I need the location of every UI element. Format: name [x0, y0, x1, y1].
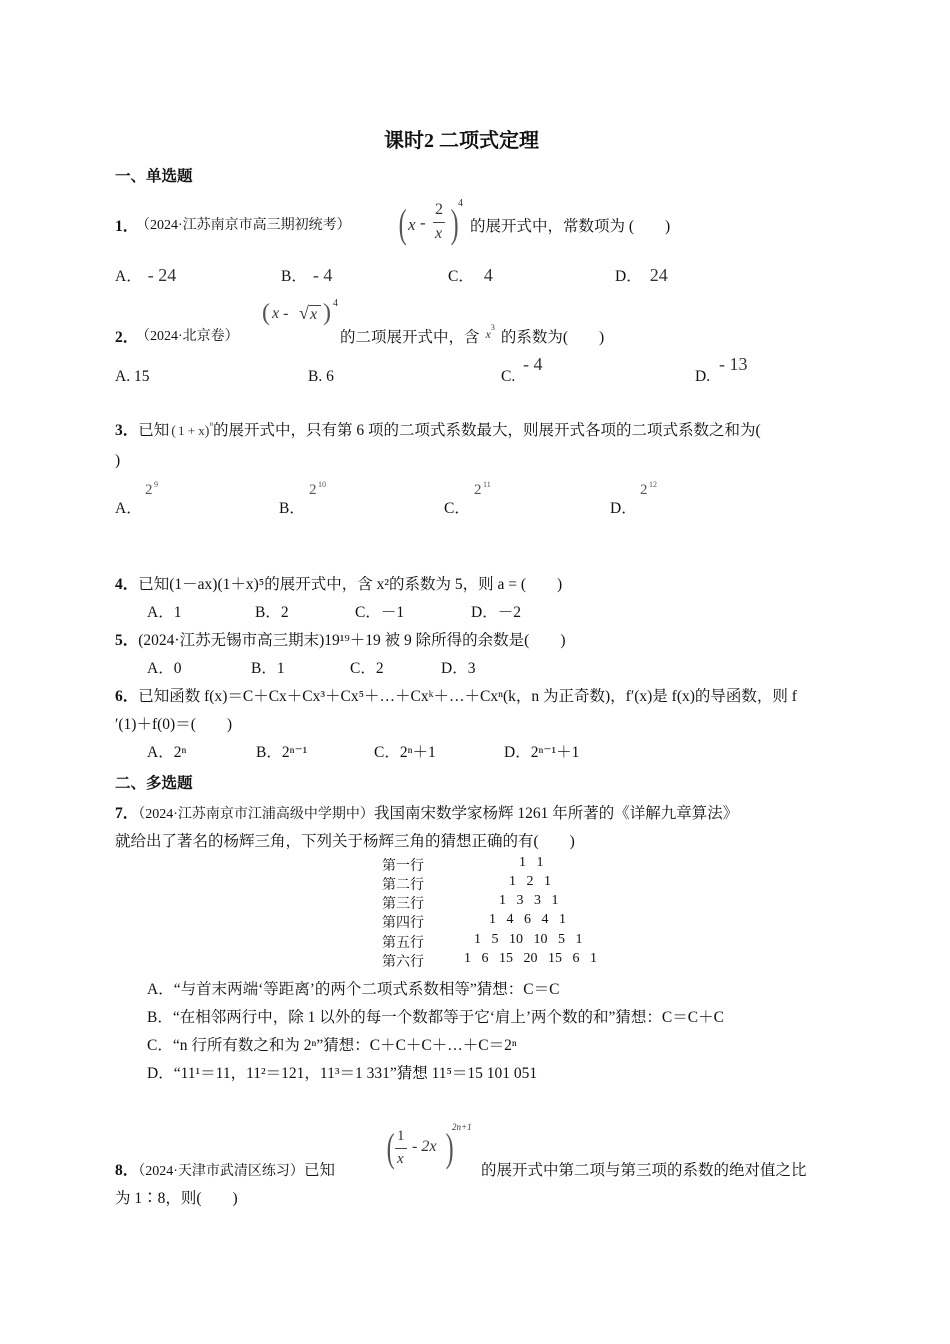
- question-number: 1．: [115, 218, 139, 235]
- section-heading-single: 一、单选题: [115, 168, 193, 185]
- option-d: D．“11¹＝11，11²＝121，11³＝1 331”猜想 11⁵＝15 101 051: [147, 1065, 538, 1082]
- triangle-row-label: 第三行: [382, 897, 424, 912]
- formula-q2: ( x - √ x ) 4: [262, 298, 338, 326]
- section-heading-multi: 二、多选题: [115, 775, 193, 792]
- triangle-row-numbers: 1 3 3 1: [499, 893, 559, 908]
- triangle-row-label: 第五行: [382, 936, 424, 951]
- option-c: C．“n 行所有数之和为 2ⁿ”猜想：C＋C＋C＋…＋C＝2ⁿ: [147, 1037, 517, 1054]
- triangle-row-numbers: 1 6 15 20 15 6 1: [464, 951, 597, 966]
- question-source: （2024·北京卷）: [136, 329, 239, 344]
- option-a: A． 2 9: [115, 480, 158, 517]
- triangle-row-numbers: 1 4 6 4 1: [489, 912, 566, 927]
- option-d: D．2ⁿ⁻¹＋1: [504, 744, 580, 761]
- question-number: 5．: [115, 632, 139, 649]
- option-b: B． - 4: [281, 265, 333, 285]
- option-b: B. 6: [308, 368, 334, 385]
- option-c: C．2: [350, 660, 384, 677]
- question-source: （2024·天津市武清区练习）: [138, 1164, 304, 1179]
- option-b: B．2: [255, 604, 289, 621]
- option-c: C. - 4: [501, 354, 543, 385]
- question-number: 8．: [115, 1162, 139, 1179]
- option-c: C． 2 11: [444, 480, 491, 517]
- option-d: D． 2 12: [610, 480, 657, 517]
- option-a: A．“与首末两端‘等距离’的两个二项式系数相等”猜想：C＝C: [147, 981, 560, 998]
- triangle-row-numbers: 1 1: [519, 855, 544, 870]
- option-b: B．1: [251, 660, 285, 677]
- formula-q1: ( x - 2 x ) 4: [398, 198, 463, 246]
- triangle-row-numbers: 1 5 10 10 5 1: [474, 932, 583, 947]
- option-d: D．3: [441, 660, 476, 677]
- question-source: （2024·江苏南京市江浦高级中学期中）: [138, 807, 374, 822]
- question-source: （2024·江苏南京市高三期初统考）: [136, 218, 351, 233]
- formula-q8: ( 1 x - 2x ) 2n+1: [386, 1122, 472, 1170]
- triangle-row-numbers: 1 2 1: [509, 874, 551, 889]
- question-number: 7．: [115, 805, 139, 822]
- triangle-row-label: 第六行: [382, 955, 424, 970]
- question-number: 3．: [115, 422, 139, 439]
- option-c: C． 4: [448, 265, 493, 285]
- question-number: 2．: [115, 329, 139, 346]
- option-a: A．2ⁿ: [147, 744, 187, 761]
- triangle-row-label: 第一行: [382, 859, 424, 874]
- option-c: C．－1: [355, 604, 405, 621]
- option-d: D．－2: [471, 604, 521, 621]
- option-b: B． 2 10: [279, 480, 326, 517]
- triangle-row-label: 第四行: [382, 916, 424, 931]
- option-d: D. - 13: [695, 354, 748, 385]
- option-d: D． 24: [615, 265, 668, 285]
- option-b: B．2ⁿ⁻¹: [256, 744, 308, 761]
- option-c: C．2ⁿ＋1: [374, 744, 436, 761]
- option-a: A. 15: [115, 368, 150, 385]
- option-b: B．“在相邻两行中，除 1 以外的每一个数都等于它‘肩上’两个数的和”猜想：C＝C＋C: [147, 1009, 724, 1026]
- triangle-row-label: 第二行: [382, 878, 424, 893]
- option-a: A．1: [147, 604, 182, 621]
- option-a: A． - 24: [115, 265, 177, 285]
- question-number: 4．: [115, 576, 139, 593]
- question-number: 6．: [115, 688, 139, 705]
- option-a: A．0: [147, 660, 182, 677]
- page-title: 课时2 二项式定理: [384, 130, 539, 152]
